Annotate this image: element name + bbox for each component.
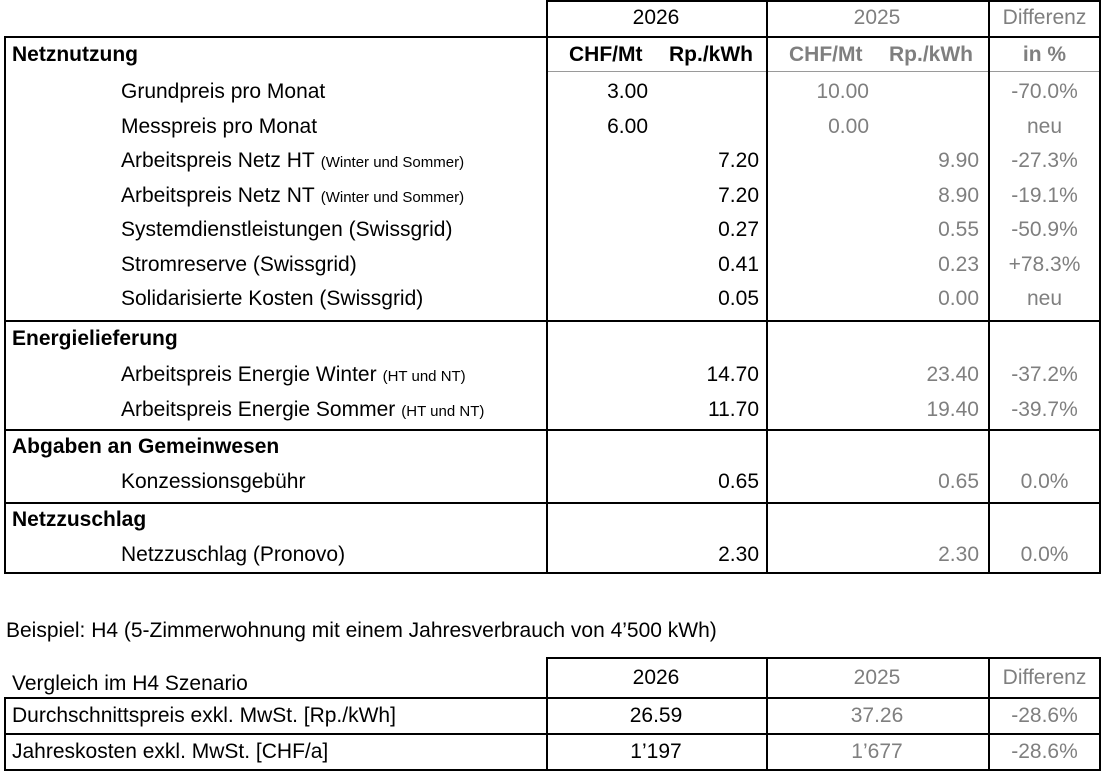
diff-value: -19.1% <box>1011 183 1078 207</box>
comparison-year-2026: 2026 <box>632 666 680 689</box>
row-label <box>121 184 464 210</box>
diff-value: neu <box>1026 114 1063 138</box>
comparison-row-label: Jahreskosten exkl. MwSt. [CHF/a] <box>12 740 329 763</box>
comparison-value-2025: 37.26 <box>850 704 904 727</box>
example-text: Beispiel: H4 (5-Zimmerwohnung mit einem Jahresverbrauch von 4’500 kWh) <box>6 619 717 642</box>
grid-line <box>546 0 1101 2</box>
diff-value: neu <box>1026 287 1063 310</box>
diff-value: -37.2% <box>1011 363 1078 386</box>
unit-chf-header-prev: CHF/Mt <box>789 43 863 66</box>
value-2026-rp: 0.41 <box>718 252 759 276</box>
diff-value: -27.3% <box>1011 149 1078 172</box>
diff-header: Differenz <box>1002 6 1087 29</box>
grid-line <box>4 769 1101 771</box>
value-2026-chf: 3.00 <box>607 80 648 103</box>
grid-line <box>546 657 1101 659</box>
value-2025-chf: 0.00 <box>828 114 869 138</box>
row-label-text: Arbeitspreis Netz NT <box>121 183 315 207</box>
grid-line <box>4 36 1101 38</box>
row-label: Grundpreis pro Monat <box>121 80 326 103</box>
unit-rp-header-prev: Rp./kWh <box>889 43 973 66</box>
value-2025-chf: 10.00 <box>816 80 869 103</box>
row-label: Stromreserve (Swissgrid) <box>121 252 357 276</box>
comparison-row-label: Durchschnittspreis exkl. MwSt. [Rp./kWh] <box>12 704 396 727</box>
value-2025-rp: 2.30 <box>938 543 979 566</box>
value-2026-rp: 7.20 <box>718 149 759 172</box>
grid-line <box>4 733 1101 735</box>
row-label: Netzzuschlag (Pronovo) <box>121 543 346 566</box>
value-2025-rp: 0.65 <box>938 470 979 493</box>
comparison-title: Vergleich im H4 Szenario <box>12 672 248 695</box>
comparison-diff: -28.6% <box>1011 740 1078 763</box>
grid-line <box>4 697 6 771</box>
diff-value: 0.0% <box>1020 470 1069 493</box>
row-label: Messpreis pro Monat <box>121 114 318 138</box>
value-2025-rp: 0.23 <box>938 252 979 276</box>
row-label-text: Arbeitspreis Netz HT <box>121 149 315 172</box>
section-title: Abgaben an Gemeinwesen <box>12 435 280 458</box>
diff-value: -70.0% <box>1011 80 1078 103</box>
grid-line <box>4 502 1101 504</box>
grid-line <box>4 320 1101 322</box>
value-2026-rp: 0.05 <box>718 287 759 310</box>
section-title: Energielieferung <box>12 327 178 350</box>
diff-value: -50.9% <box>1011 218 1078 241</box>
row-label-note: (Winter und Sommer) <box>320 188 465 206</box>
row-label <box>121 398 484 424</box>
row-label-note: (Winter und Sommer) <box>320 154 465 171</box>
grid-line <box>988 71 1101 72</box>
diff-value: -39.7% <box>1011 397 1078 421</box>
row-label-note: (HT und NT) <box>382 368 466 385</box>
grid-line <box>4 697 1101 699</box>
grid-line <box>4 572 1101 574</box>
section-title: Netzzuschlag <box>12 508 147 531</box>
diff-value: 0.0% <box>1020 543 1069 566</box>
value-2025-rp: 19.40 <box>926 397 979 421</box>
section-title: Netznutzung <box>12 43 138 66</box>
value-2026-rp: 7.20 <box>718 183 759 207</box>
value-2026-rp: 0.27 <box>718 218 759 241</box>
grid-line <box>546 71 766 72</box>
value-2026-rp: 0.65 <box>718 470 759 493</box>
row-label-text: Arbeitspreis Energie Winter <box>121 363 377 386</box>
grid-line <box>4 429 1101 431</box>
grid-line <box>4 36 6 574</box>
row-label: Konzessionsgebühr <box>121 470 306 493</box>
comparison-diff: -28.6% <box>1011 704 1078 727</box>
value-2025-rp: 9.90 <box>938 149 979 172</box>
comparison-diff-header: Differenz <box>1002 666 1087 689</box>
value-2026-rp: 14.70 <box>706 363 759 386</box>
grid-line <box>766 71 988 72</box>
diff-value: +78.3% <box>1008 252 1081 276</box>
row-label <box>121 149 464 175</box>
comparison-value-2026: 1’197 <box>630 740 682 763</box>
comparison-value-2025: 1’677 <box>851 740 903 763</box>
comparison-year-2025: 2025 <box>853 666 901 689</box>
year-2026-header: 2026 <box>632 6 680 29</box>
value-2025-rp: 23.40 <box>926 363 979 386</box>
value-2025-rp: 0.00 <box>938 287 979 310</box>
value-2026-rp: 11.70 <box>708 397 759 421</box>
value-2025-rp: 0.55 <box>938 218 979 241</box>
row-label-note: (HT und NT) <box>401 402 485 420</box>
row-label: Solidarisierte Kosten (Swissgrid) <box>121 287 424 310</box>
value-2026-chf: 6.00 <box>607 114 648 138</box>
year-2025-header: 2025 <box>853 6 901 29</box>
unit-chf-header: CHF/Mt <box>569 43 643 66</box>
row-label: Systemdienstleistungen (Swissgrid) <box>121 218 453 241</box>
value-2025-rp: 8.90 <box>938 183 979 207</box>
value-2026-rp: 2.30 <box>718 543 759 566</box>
row-label <box>121 363 466 389</box>
unit-rp-header: Rp./kWh <box>669 43 753 66</box>
comparison-value-2026: 26.59 <box>629 704 683 727</box>
unit-pct-header: in % <box>1022 43 1067 66</box>
row-label-text: Arbeitspreis Energie Sommer <box>121 397 396 421</box>
